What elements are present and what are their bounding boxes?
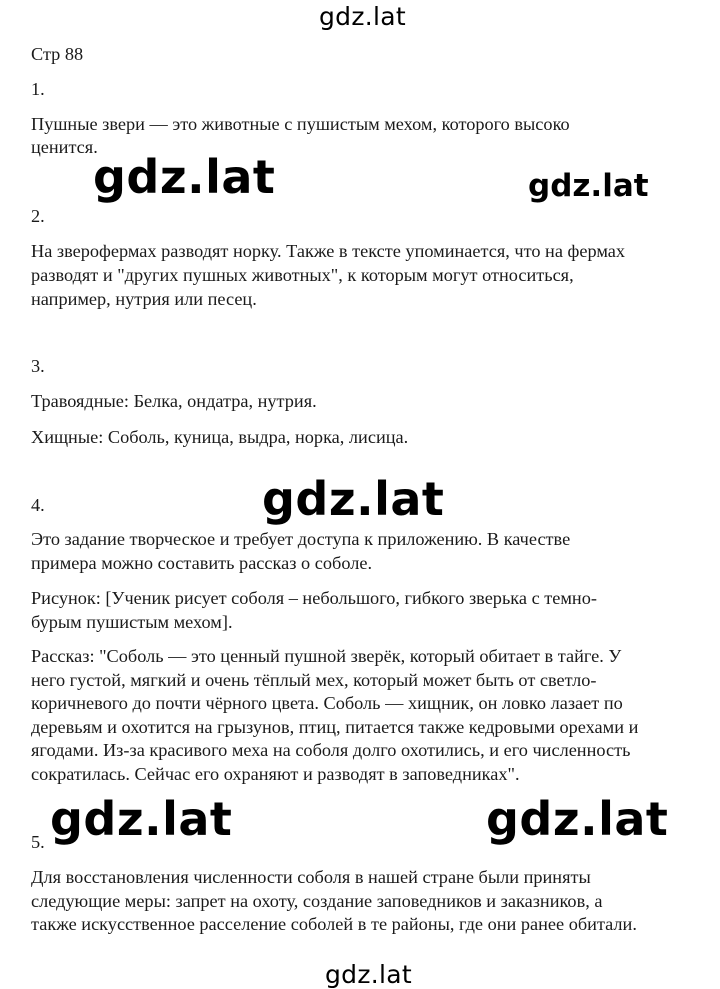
section-number: 4. — [31, 495, 45, 515]
page-label: Стр 88 — [31, 44, 84, 64]
paragraph-line: следующие меры: запрет на охоту, создание заповедников и заказников, а — [31, 891, 603, 911]
paragraph-line: Рисунок: [Ученик рисует соболя – небольшого, гибкого зверька с темно- — [31, 588, 597, 608]
paragraph-line: ценится. — [31, 137, 98, 157]
paragraph-line: На зверофермах разводят норку. Также в тексте упоминается, что на фермах — [31, 241, 626, 261]
watermark-center: gdz.lat — [262, 472, 445, 526]
paragraph-line: Травоядные: Белка, ондатра, нутрия. — [31, 391, 317, 411]
paragraph-line: примера можно составить рассказ о соболе. — [31, 553, 373, 573]
paragraph-line: например, нутрия или песец. — [31, 289, 257, 309]
section-number: 1. — [31, 79, 45, 99]
paragraph-line: Рассказ: "Соболь — это ценный пушной зверёк, который обитает в тайге. У — [31, 646, 622, 666]
watermark-bottom-left: gdz.lat — [50, 792, 233, 846]
paragraph-line: разводят и "других пушных животных", к которым могут относиться, — [31, 265, 574, 285]
section-number: 2. — [31, 206, 45, 226]
paragraph-line: деревьям и охотится на грызунов, птиц, питается также кедровыми орехами и — [31, 717, 639, 737]
paragraph-line: сократилась. Сейчас его охраняют и разводят в заповедниках". — [31, 764, 520, 784]
section-number: 3. — [31, 356, 45, 376]
paragraph-line: Хищные: Соболь, куница, выдра, норка, лисица. — [31, 427, 409, 447]
section-number: 5. — [31, 832, 45, 852]
paragraph-line: ягодами. Из-за красивого меха на соболя долго охотились, и его численность — [31, 740, 631, 760]
watermark-footer: gdz.lat — [325, 960, 412, 989]
paragraph-line: него густой, мягкий и очень тёплый мех, который может быть от светло- — [31, 670, 597, 690]
watermark-right: gdz.lat — [528, 168, 649, 204]
paragraph-line: коричневого до почти чёрного цвета. Соболь — хищник, он ловко лазает по — [31, 693, 623, 713]
paragraph-line: бурым пушистым мехом]. — [31, 612, 233, 632]
watermark-large: gdz.lat — [93, 150, 276, 204]
paragraph-line: также искусственное расселение соболей в те районы, где они ранее обитали. — [31, 914, 637, 934]
watermark-top: gdz.lat — [319, 2, 406, 31]
paragraph-line: Это задание творческое и требует доступа к приложению. В качестве — [31, 529, 571, 549]
paragraph-line: Для восстановления численности соболя в нашей стране были приняты — [31, 867, 591, 887]
watermark-bottom-right: gdz.lat — [486, 792, 669, 846]
paragraph-line: Пушные звери — это животные с пушистым мехом, которого высоко — [31, 114, 570, 134]
